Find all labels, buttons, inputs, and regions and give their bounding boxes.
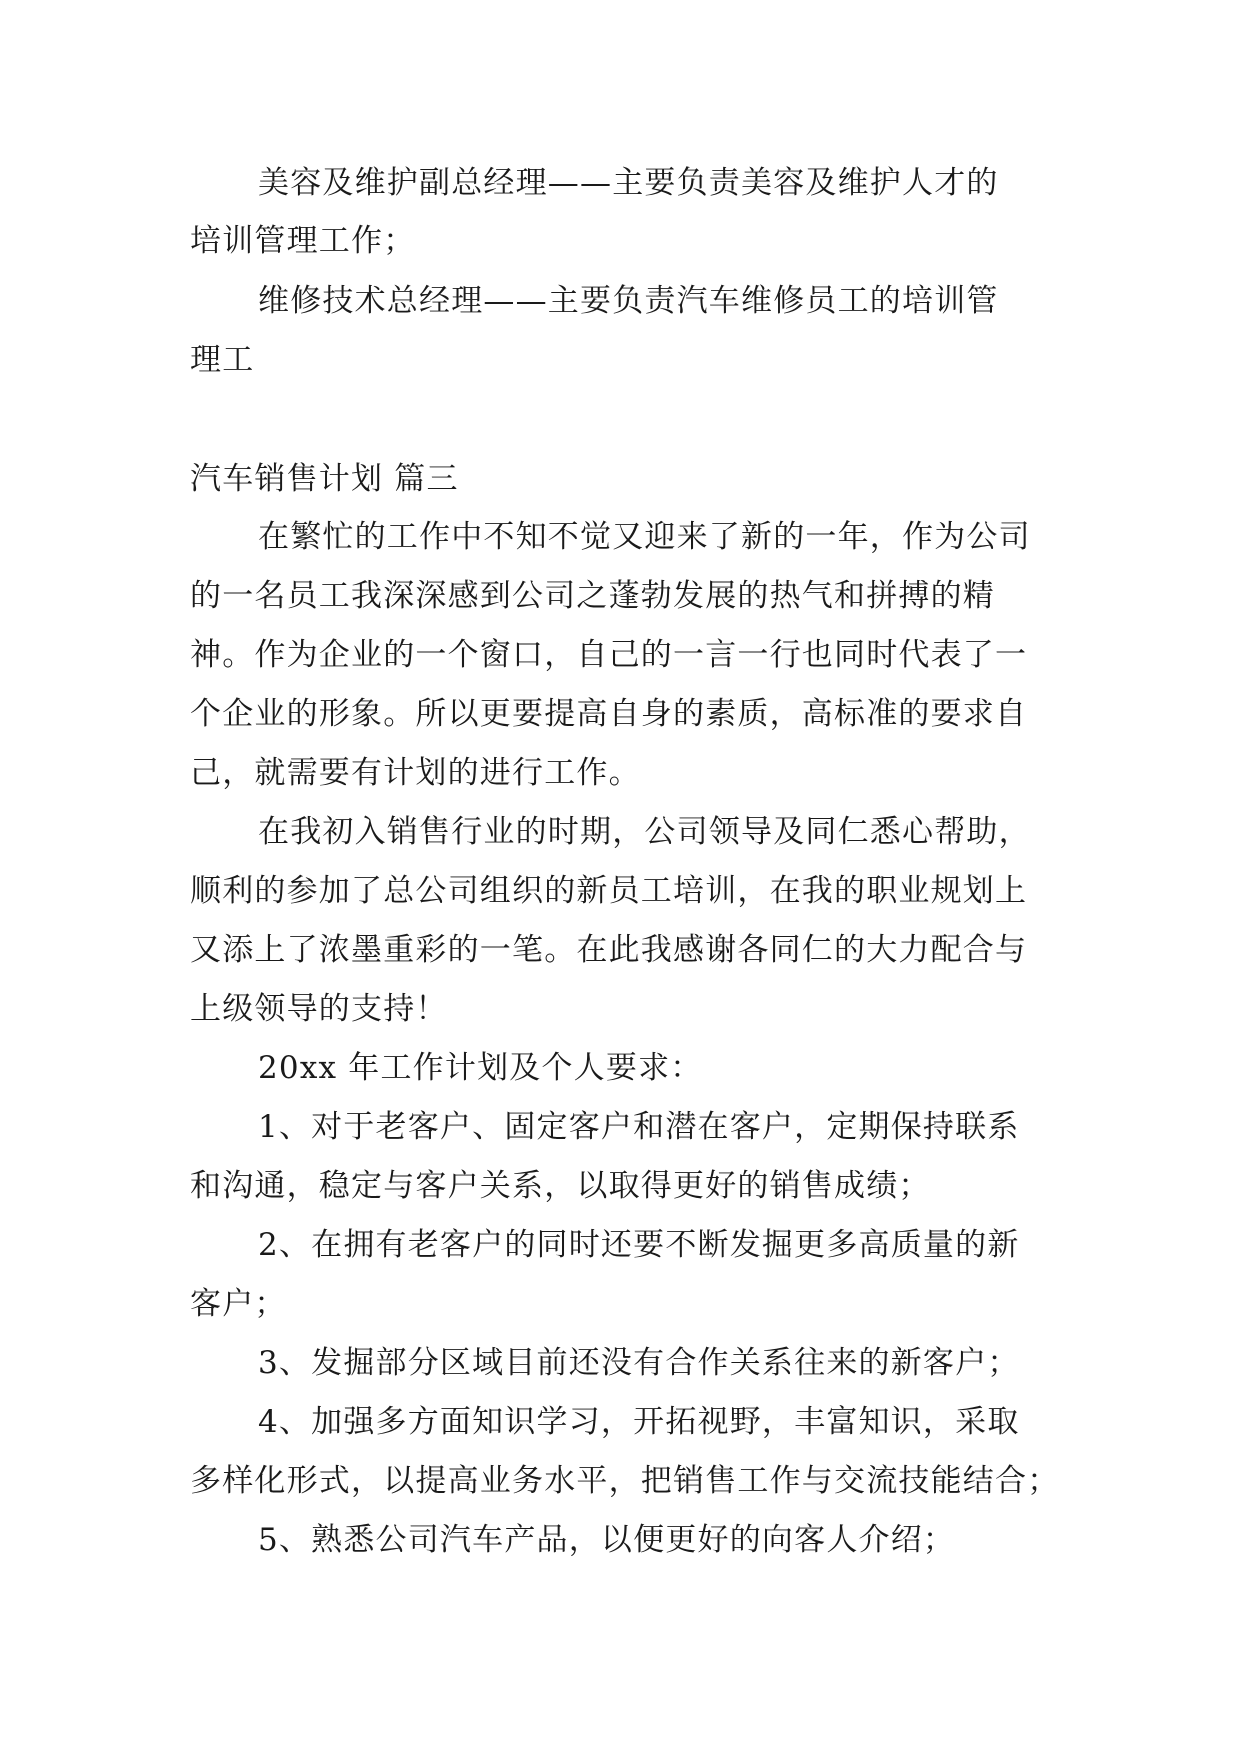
list-item-line: 多样化形式，以提高业务水平，把销售工作与交流技能结合； (190, 1463, 1060, 1499)
text-line: 在我初入销售行业的时期，公司领导及同仁悉心帮助， (258, 814, 1031, 850)
text-line: 在繁忙的工作中不知不觉又迎来了新的一年，作为公司 (258, 519, 1031, 555)
list-item-line: 4、加强多方面知识学习，开拓视野，丰富知识，采取 (258, 1404, 1020, 1440)
text-line: 顺利的参加了总公司组织的新员工培训，在我的职业规划上 (190, 873, 1028, 909)
text-line: 个企业的形象。所以更要提高自身的素质，高标准的要求自 (190, 696, 1028, 732)
text-line: 维修技术总经理——主要负责汽车维修员工的培训管 (258, 283, 999, 319)
list-item-line: 1、对于老客户、固定客户和潜在客户，定期保持联系 (258, 1109, 1020, 1145)
list-item-line: 2、在拥有老客户的同时还要不断发掘更多高质量的新 (258, 1227, 1020, 1263)
text-line: 神。作为企业的一个窗口，自己的一言一行也同时代表了一 (190, 637, 1028, 673)
text-line: 的一名员工我深深感到公司之蓬勃发展的热气和拼搏的精 (190, 578, 995, 614)
list-item-line: 和沟通，稳定与客户关系，以取得更好的销售成绩； (190, 1168, 931, 1204)
text-line: 美容及维护副总经理——主要负责美容及维护人才的 (258, 165, 999, 201)
text-line: 己，就需要有计划的进行工作。 (190, 755, 641, 791)
list-item-line: 5、熟悉公司汽车产品，以便更好的向客人介绍； (258, 1522, 956, 1558)
section-title: 汽车销售计划 篇三 (190, 461, 459, 497)
text-line: 理工 (190, 342, 255, 378)
text-line: 培训管理工作； (190, 223, 416, 259)
text-line: 又添上了浓墨重彩的一笔。在此我感谢各同仁的大力配合与 (190, 932, 1028, 968)
plan-heading: 20xx 年工作计划及个人要求： (258, 1050, 703, 1086)
list-item-line: 3、发掘部分区域目前还没有合作关系往来的新客户； (258, 1345, 1020, 1381)
text-line: 上级领导的支持！ (190, 991, 448, 1027)
list-item-line: 客户； (190, 1286, 287, 1322)
